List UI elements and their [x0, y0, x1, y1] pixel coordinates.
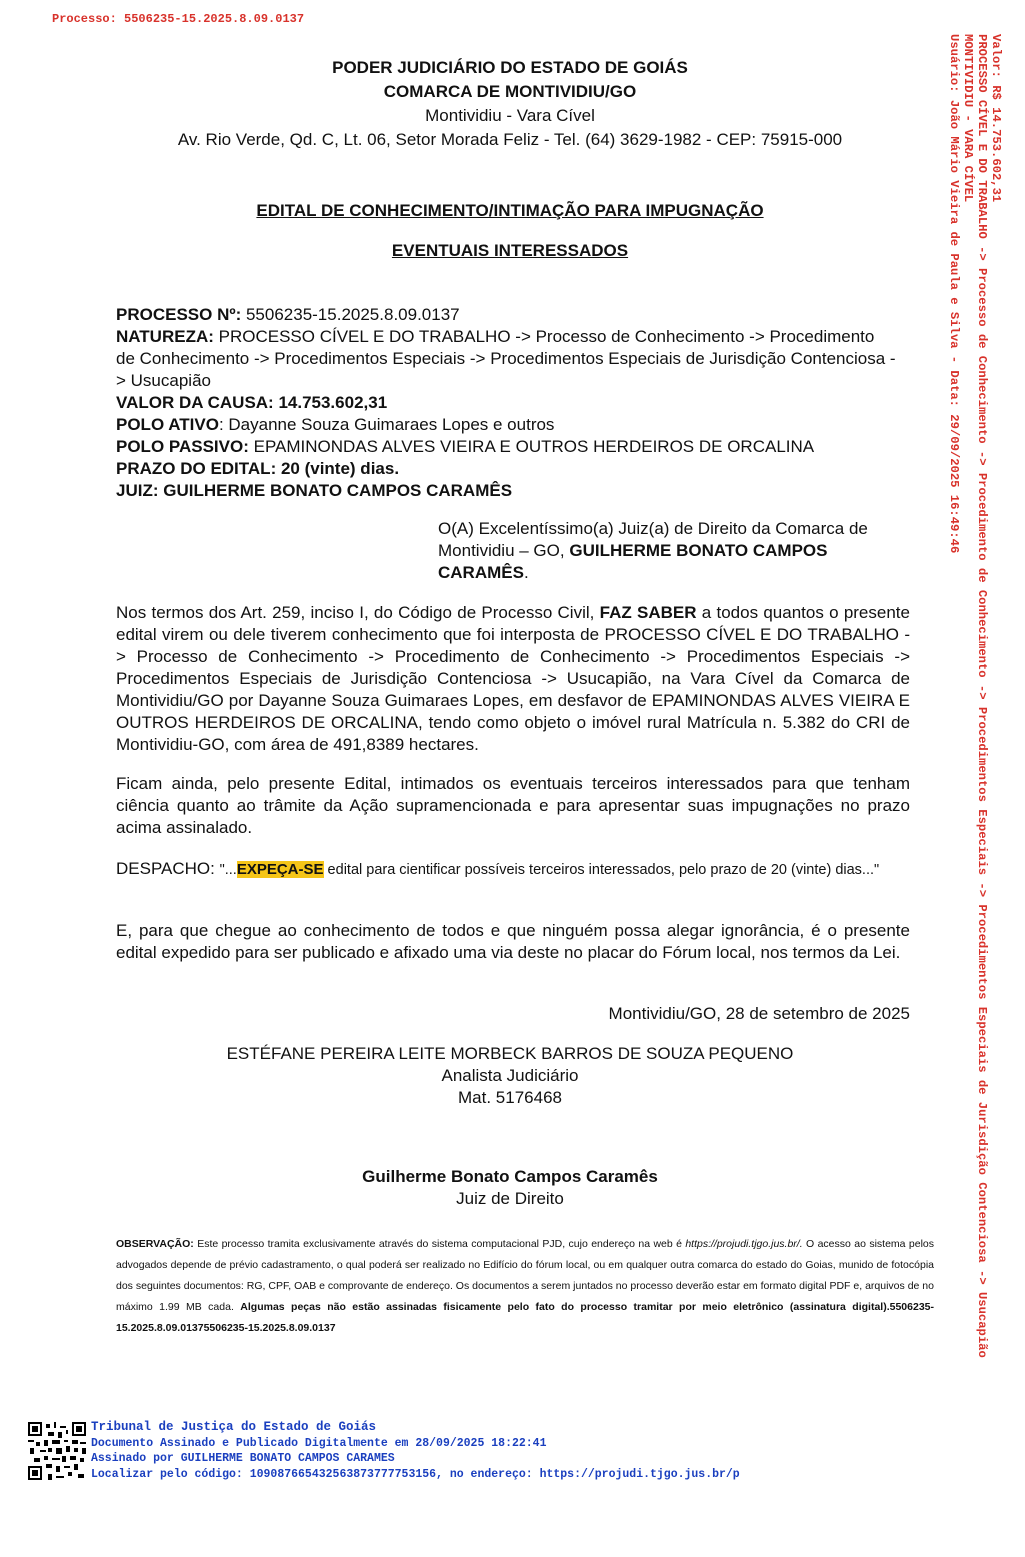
field-processo — [116, 304, 896, 326]
side-stamp-valor: Valor: R$ 14.753.602,31 — [989, 34, 1003, 203]
natureza-label: NATUREZA: — [116, 327, 214, 346]
vara-name: Montividiu - Vara Cível — [425, 106, 595, 125]
intro-paragraph — [438, 518, 910, 584]
despacho-rest: edital para cientificar possíveis terceiros interessados, pelo prazo de 20 (vinte) dias..." — [323, 862, 880, 878]
despacho — [116, 858, 910, 881]
qr-code-icon — [28, 1422, 86, 1480]
judge-signature — [110, 1166, 910, 1210]
judge-role: Juiz de Direito — [456, 1189, 564, 1208]
side-stamp-usuario: Usuário: João Mário Vieira de Paula e Silva - Data: 29/09/2025 16:49:46 — [947, 34, 961, 554]
edital-subtitle: EVENTUAIS INTERESSADOS — [391, 241, 629, 260]
prazo: PRAZO DO EDITAL: 20 (vinte) dias. — [116, 459, 400, 478]
paragraph1-after: a todos quantos o presente edital virem ou dele tiverem conhecimento que foi interposta de PROCESSO CÍVEL E DO TRABALHO -> Processo de Conhecimento -> Procedimento de Conhecimento -> Procedimentos Especiais -> Procedimentos Especiais de Jurisdição Contenciosa -> Usucapião, na Vara Cível da Comarca de Montividiu/GO por Dayanne Souza Guimaraes Lopes, em desfavor de EPAMINONDAS ALVES VIEIRA E OUTROS HERDEIROS DE ORCALINA, tendo como objeto o imóvel rural Matrícula n. 5.382 do CRI de Montividiu-GO, com área de 491,8389 hectares. — [116, 603, 910, 754]
observation-text1: Este processo tramita exclusivamente através do sistema computacional PJD, cujo endereço na web é — [193, 1238, 686, 1250]
court-name: PODER JUDICIÁRIO DO ESTADO DE GOIÁS — [332, 58, 688, 77]
footer-court: Tribunal de Justiça do Estado de Goiás — [91, 1420, 377, 1434]
comarca-name: COMARCA DE MONTIVIDIU/GO — [383, 82, 637, 101]
field-valor-causa — [116, 392, 896, 414]
court-address: Av. Rio Verde, Qd. C, Lt. 06, Setor Morada Feliz - Tel. (64) 3629-1982 - CEP: 75915-000 — [177, 130, 843, 149]
valor-causa: VALOR DA CAUSA: 14.753.602,31 — [116, 393, 388, 412]
digital-signature-footer — [91, 1420, 740, 1482]
polo-ativo-value: : Dayanne Souza Guimaraes Lopes e outros — [218, 415, 555, 434]
observation-note — [116, 1234, 934, 1339]
paragraph1-before: Nos termos dos Art. 259, inciso I, do Código de Processo Civil, — [116, 603, 595, 622]
field-prazo — [116, 458, 896, 480]
field-polo-ativo — [116, 414, 896, 436]
field-juiz — [116, 480, 896, 502]
intro-judge-name: GUILHERME BONATO CAMPOS CARAMÊS — [438, 541, 828, 582]
processo-value: 5506235-15.2025.8.09.0137 — [245, 305, 460, 324]
side-stamp-vara: MONTIVIDIU - VARA CÍVEL — [961, 34, 975, 203]
polo-ativo-label: POLO ATIVO — [116, 415, 219, 434]
side-stamp-natureza: PROCESSO CÍVEL E DO TRABALHO -> Processo de Conhecimento -> Procedimento de Conhecimento -> Procedimentos Especiais -> Procedimentos Especiais de Jurisdição Contenciosa -> Usucapião — [975, 34, 989, 1358]
natureza-value: PROCESSO CÍVEL E DO TRABALHO -> Processo de Conhecimento -> Procedimento de Conhecimento -> Procedimentos Especiais -> Procedimentos Especiais de Jurisdição Contenciosa -> Usucapião — [116, 327, 896, 390]
edital-title: EDITAL DE CONHECIMENTO/INTIMAÇÃO PARA IMPUGNAÇÃO — [256, 201, 764, 220]
paragraph-publicacao: E, para que chegue ao conhecimento de todos e que ninguém possa alegar ignorância, é o presente edital expedido para ser publicado e afixado uma via deste no placar do Fórum local, nos termos da Lei. — [116, 921, 910, 962]
process-number-stamp: Processo: 5506235-15.2025.8.09.0137 — [52, 12, 305, 26]
observation-text2: O acesso ao sistema pelos advogados depende de prévio cadastramento, o qual poderá ser realizado no Edifício do fórum local, ou em qualquer outra comarca do estado do Goias, munido de fotocópia dos seguintes documentos: RG, CPF, OAB e comprovante de endereço. Os documentos a serem juntados no processo deverão estar em formato digital PDF e, arquivos de no máximo 1.99 MB cada. — [116, 1238, 934, 1313]
despacho-highlight: EXPEÇA-SE — [236, 861, 324, 878]
observation-url: https://projudi.tjgo.jus.br/. — [685, 1238, 803, 1250]
polo-passivo-label: POLO PASSIVO: — [116, 437, 249, 456]
intro-end: . — [523, 563, 529, 582]
analyst-role: Analista Judiciário — [441, 1066, 579, 1085]
footer-signed-by: Assinado por GUILHERME BONATO CAMPOS CARAMES — [91, 1452, 395, 1465]
intro-text: O(A) Excelentíssimo(a) Juiz(a) de Direito da Comarca de Montividiu – GO, — [438, 519, 868, 560]
despacho-open: "... — [219, 862, 237, 878]
analyst-mat: Mat. 5176468 — [458, 1088, 562, 1107]
judge-name: Guilherme Bonato Campos Caramês — [362, 1167, 658, 1186]
footer-locator: Localizar pelo código: 109087665432563873777753156, no endereço: https://projudi.tjgo.jus.br/p — [91, 1467, 740, 1481]
juiz: JUIZ: GUILHERME BONATO CAMPOS CARAMÊS — [116, 481, 513, 500]
despacho-label: DESPACHO: — [116, 859, 220, 878]
process-fields — [116, 304, 896, 502]
analyst-name: ESTÉFANE PEREIRA LEITE MORBECK BARROS DE SOUZA PEQUENO — [226, 1044, 794, 1063]
observation-bold: Algumas peças não estão assinadas fisicamente pelo fato do processo tramitar por meio eletrônico (assinatura digital).5506235-15.2025.8.09.01375506235-15.2025.8.09.0137 — [116, 1301, 935, 1334]
processo-label: PROCESSO Nº: — [116, 305, 242, 324]
date-line: Montividiu/GO, 28 de setembro de 2025 — [608, 1004, 910, 1023]
paragraph-faz-saber — [116, 602, 910, 756]
polo-passivo-value: EPAMINONDAS ALVES VIEIRA E OUTROS HERDEIROS DE ORCALINA — [253, 437, 815, 456]
observation-label: OBSERVAÇÃO: — [116, 1238, 194, 1250]
court-header — [110, 56, 910, 152]
footer-signed-date: Documento Assinado e Publicado Digitalmente em 28/09/2025 18:22:41 — [91, 1436, 547, 1450]
paragraph-intimacao: Ficam ainda, pelo presente Edital, intimados os eventuais terceiros interessados para que tenham ciência quanto ao trâmite da Ação supramencionada e para apresentar suas impugnações no prazo acima assinalado. — [116, 774, 910, 837]
field-natureza — [116, 326, 896, 392]
faz-saber: FAZ SABER — [599, 603, 697, 622]
analyst-signature — [110, 1043, 910, 1109]
field-polo-passivo — [116, 436, 896, 458]
